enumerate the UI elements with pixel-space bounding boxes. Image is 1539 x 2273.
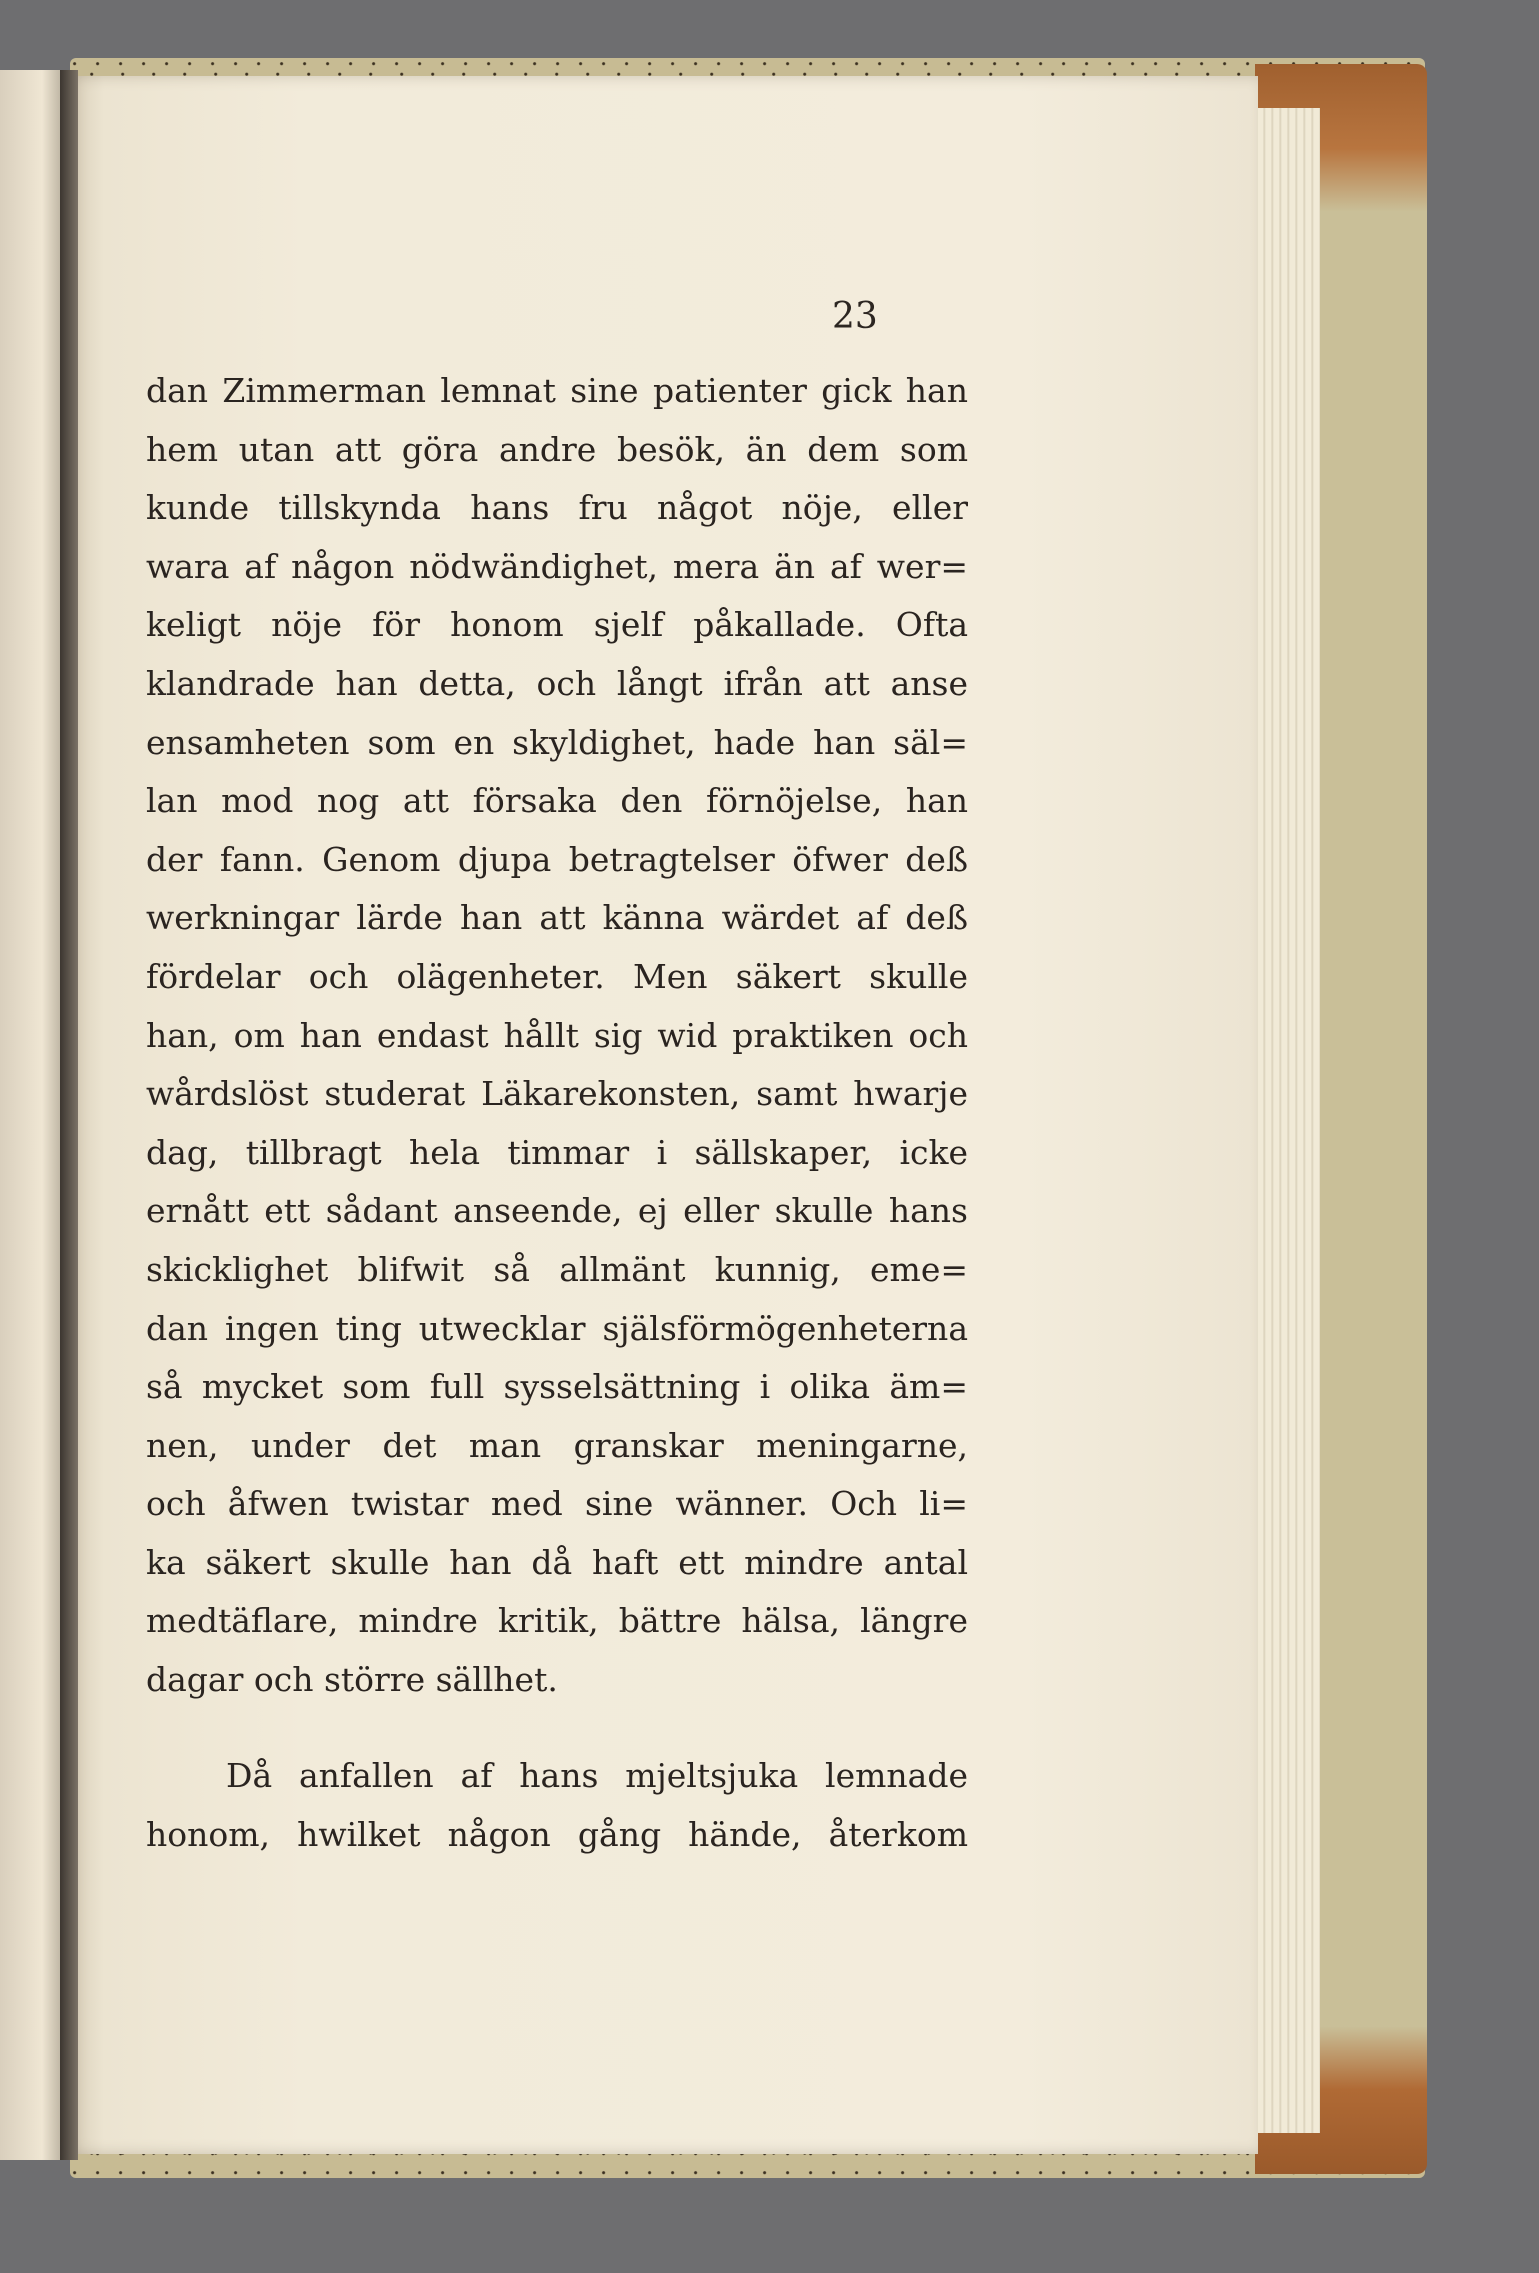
- text-line: han, om han endast hållt sig wid praktiken och: [146, 1015, 968, 1055]
- text-line: så mycket som full sysselsättning i olika äm=: [146, 1367, 968, 1407]
- text-line: fördelar och olägenheter. Men säkert skulle: [146, 956, 968, 996]
- text-line: der fann. Genom djupa betragtelser öfwer deß: [146, 839, 968, 879]
- text-line: ensamheten som en skyldighet, hade han säl=: [146, 722, 968, 762]
- text-line: wara af någon nödwändighet, mera än af wer=: [146, 546, 968, 586]
- text-line: medtäflare, mindre kritik, bättre hälsa, längre: [146, 1601, 968, 1641]
- text-line: wårdslöst studerat Läkarekonsten, samt hwarje: [146, 1074, 968, 1114]
- text-line: dan ingen ting utwecklar själsförmögenheterna: [146, 1308, 968, 1348]
- text-line: lan mod nog att försaka den förnöjelse, han: [146, 781, 968, 821]
- page-number: 23: [832, 296, 878, 337]
- text-line: dan Zimmerman lemnat sine patienter gick han: [146, 371, 968, 410]
- text-line: Då anfallen af hans mjeltsjuka lemnade: [226, 1756, 968, 1795]
- text-line: kunde tillskynda hans fru något nöje, eller: [146, 488, 968, 528]
- text-line: dagar och större sällhet.: [146, 1660, 558, 1700]
- spine-gutter: [60, 70, 78, 2160]
- text-line: hem utan att göra andre besök, än dem som: [146, 429, 968, 469]
- text-line: werkningar lärde han att känna wärdet af deß: [146, 898, 968, 938]
- text-line: och åfwen twistar med sine wänner. Och li=: [146, 1484, 968, 1524]
- paragraph-2: [146, 1747, 968, 1864]
- text-line: dag, tillbragt hela timmar i sällskaper, icke: [146, 1132, 968, 1172]
- text-line: ernått ett sådant anseende, ej eller skulle hans: [146, 1191, 968, 1231]
- text-line: nen, under det man granskar meningarne,: [146, 1425, 968, 1465]
- text-line: keligt nöje för honom sjelf påkallade. Ofta: [146, 605, 968, 645]
- text-line: ka säkert skulle han då haft ett mindre antal: [146, 1542, 968, 1582]
- text-line: skicklighet blifwit så allmänt kunnig, eme=: [146, 1249, 968, 1289]
- text-line: klandrade han detta, och långt ifrån att anse: [146, 663, 968, 703]
- text-line: honom, hwilket någon gång hände, återkom: [146, 1814, 968, 1854]
- page-edges: [1250, 108, 1320, 2133]
- paragraph-1: [146, 362, 968, 1710]
